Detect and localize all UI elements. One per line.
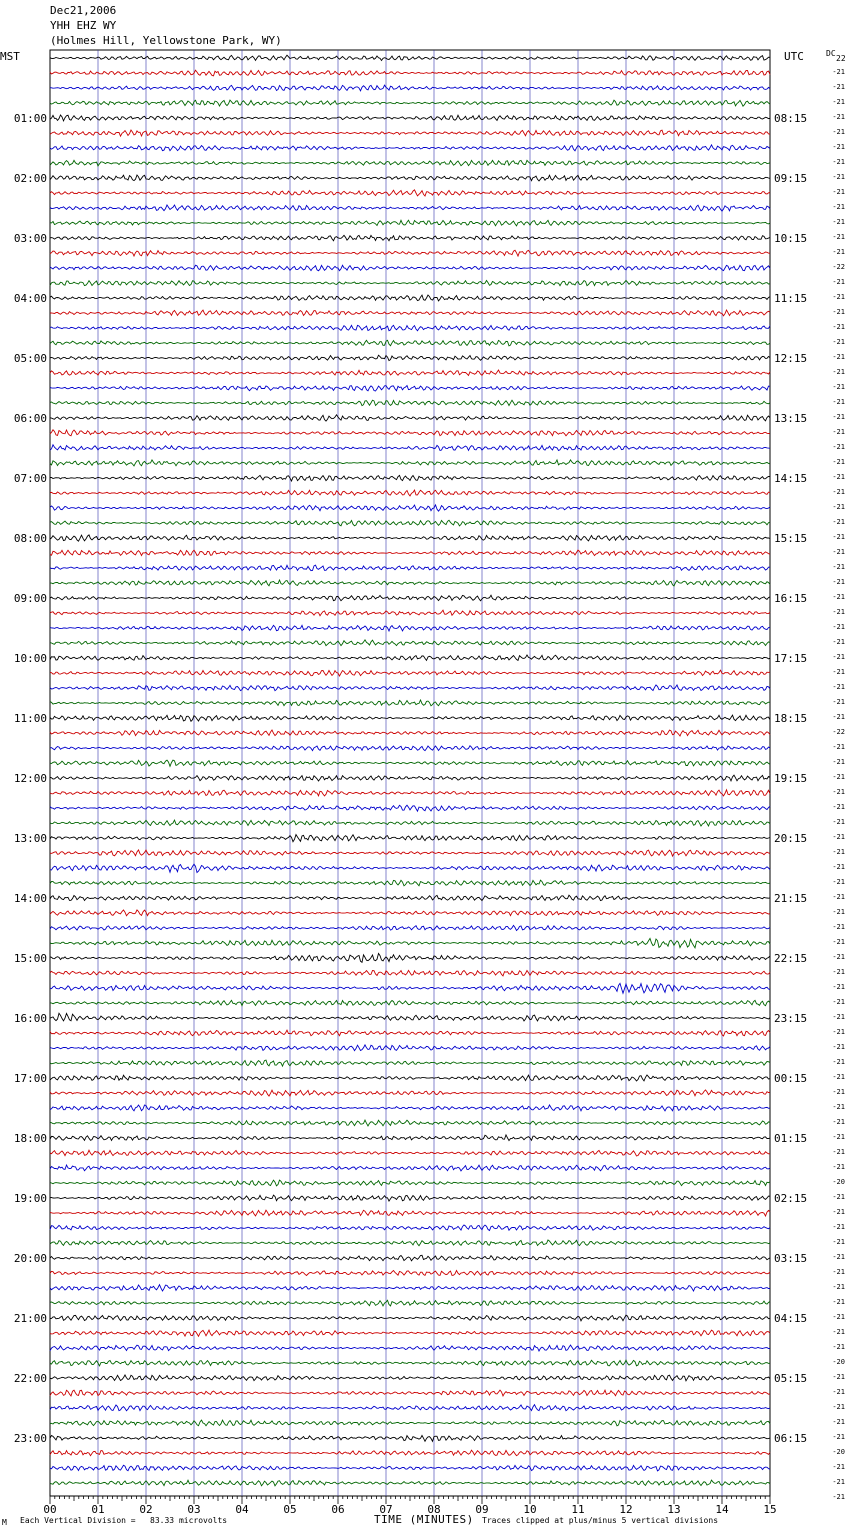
dc-offset-label: -21 [832, 1403, 845, 1411]
x-tick-label: 07 [379, 1503, 393, 1516]
dc-offset-label: -21 [832, 1493, 845, 1501]
trace-row [50, 670, 770, 676]
trace-row [50, 355, 770, 360]
dc-offset-label: -21 [832, 563, 845, 571]
trace-row [50, 1330, 770, 1336]
trace-row [50, 100, 770, 106]
trace-row [50, 370, 770, 375]
dc-offset-label: -21 [832, 1088, 845, 1096]
dc-offset-label: -21 [832, 1118, 845, 1126]
mst-hour-label: 10:00 [13, 652, 47, 665]
dc-offset-label: -21 [832, 113, 845, 121]
trace-row [50, 1480, 770, 1486]
x-tick-label: 15 [763, 1503, 777, 1516]
mst-hour-label: 19:00 [13, 1192, 47, 1205]
dc-offset-label: -21 [832, 548, 845, 556]
trace-row [50, 175, 770, 181]
trace-row [50, 490, 770, 496]
mst-hour-label: 01:00 [13, 112, 47, 125]
dc-offset-label: -21 [832, 1283, 845, 1291]
x-tick-label: 12 [619, 1503, 633, 1516]
dc-offset-label: -21 [832, 1013, 845, 1021]
dc-offset-label: -21 [832, 1373, 845, 1381]
dc-offset-label: -21 [832, 353, 845, 361]
utc-hour-label: 13:15 [774, 412, 808, 425]
x-tick-label: 09 [475, 1503, 489, 1516]
dc-offset-label: -21 [832, 623, 845, 631]
clip-note: Traces clipped at plus/minus 5 vertical divisions [482, 1516, 719, 1525]
x-tick-label: 05 [283, 1503, 297, 1516]
dc-offset-label: -21 [832, 683, 845, 691]
dc-offset-label: -21 [832, 158, 845, 166]
station-code: YHH EHZ WY [50, 19, 117, 32]
dc-offset-label: -20 [832, 1448, 845, 1456]
trace-row [50, 280, 770, 285]
dc-offset-label: -21 [832, 503, 845, 511]
dc-offset-label: -21 [832, 323, 845, 331]
dc-offset-label: -21 [832, 578, 845, 586]
dc-offset-label: -21 [832, 593, 845, 601]
utc-hour-label: 20:15 [774, 832, 808, 845]
plot-frame [50, 50, 770, 1496]
utc-hour-label: 08:15 [774, 112, 808, 125]
x-tick-label: 06 [331, 1503, 345, 1516]
plot-grid [50, 50, 770, 1496]
dc-offset-label: -21 [832, 1433, 845, 1441]
trace-row [50, 1090, 770, 1096]
utc-hour-label: 06:15 [774, 1432, 808, 1445]
trace-row [50, 970, 770, 976]
trace-row [50, 85, 770, 91]
trace-row [50, 535, 770, 541]
dc-offset-label: -21 [832, 758, 845, 766]
dc-offset-label: -21 [832, 1223, 845, 1231]
x-tick-label: 04 [235, 1503, 249, 1516]
dc-offset-label: -21 [832, 533, 845, 541]
trace-row [50, 925, 770, 930]
dc-offset-label: -22 [832, 728, 845, 736]
utc-hour-label: 18:15 [774, 712, 808, 725]
trace-row [50, 310, 770, 316]
mst-hour-label: 05:00 [13, 352, 47, 365]
dc-offset-label: -21 [832, 878, 845, 886]
dc-offset-label: -21 [832, 638, 845, 646]
dc-offset-label: -21 [832, 833, 845, 841]
trace-row [50, 445, 770, 451]
mst-hour-label: 17:00 [13, 1072, 47, 1085]
trace-row [50, 1300, 770, 1306]
dc-offset-label: -21 [832, 1208, 845, 1216]
dc-offset-label: -21 [832, 368, 845, 376]
trace-row [50, 820, 770, 826]
station-location: (Holmes Hill, Yellowstone Park, WY) [50, 34, 282, 47]
trace-row [50, 220, 770, 226]
dc-offset-label: -21 [832, 788, 845, 796]
utc-hour-label: 16:15 [774, 592, 808, 605]
dc-label: DC [826, 49, 836, 58]
trace-row [50, 1165, 770, 1171]
utc-hour-label: 02:15 [774, 1192, 808, 1205]
dc-offset-label: -21 [832, 413, 845, 421]
utc-hour-label: 19:15 [774, 772, 808, 785]
dc-offset-label: -21 [832, 458, 845, 466]
trace-row [50, 895, 770, 900]
dc-offset-label: -21 [832, 1298, 845, 1306]
utc-hour-label: 14:15 [774, 472, 808, 485]
dc-offset-label: -21 [832, 1028, 845, 1036]
dc-offset-label: -21 [832, 473, 845, 481]
utc-hour-label: 17:15 [774, 652, 808, 665]
trace-row [50, 610, 770, 616]
dc-offset-label: -21 [832, 773, 845, 781]
dc-offset-label: -21 [832, 143, 845, 151]
dc-offset-label: -21 [832, 1313, 845, 1321]
footer-mark: M [2, 1518, 7, 1527]
dc-offset-label: -21 [832, 938, 845, 946]
mst-hour-label: 21:00 [13, 1312, 47, 1325]
dc-offset-label: -21 [832, 818, 845, 826]
trace-row [50, 1120, 770, 1126]
mst-hour-label: 09:00 [13, 592, 47, 605]
trace-row [50, 775, 770, 781]
mst-hour-label: 18:00 [13, 1132, 47, 1145]
right-timezone-label: UTC [784, 50, 804, 63]
dc-offset-label: -21 [832, 998, 845, 1006]
trace-row [50, 1405, 770, 1411]
trace-row [50, 1360, 770, 1366]
mst-hour-label: 20:00 [13, 1252, 47, 1265]
utc-hour-label: 12:15 [774, 352, 808, 365]
utc-hour-label: 22:15 [774, 952, 808, 965]
trace-row [50, 1271, 770, 1276]
trace-row [50, 580, 770, 586]
dc-offset-label: -21 [832, 1238, 845, 1246]
dc-offset-label: -21 [832, 233, 845, 241]
dc-offset-label: -21 [832, 803, 845, 811]
trace-row [50, 205, 770, 211]
dc-offset-label: -21 [832, 1043, 845, 1051]
mst-hour-label: 06:00 [13, 412, 47, 425]
trace-row [50, 1060, 770, 1066]
dc-offset-label: -21 [832, 1073, 845, 1081]
dc-offset-label: -21 [832, 923, 845, 931]
trace-row [50, 70, 770, 76]
trace-row [50, 460, 770, 466]
trace-row [50, 415, 770, 421]
x-tick-label: 11 [571, 1503, 585, 1516]
trace-row [50, 1390, 770, 1396]
trace-row [50, 805, 770, 811]
trace-row [50, 520, 770, 526]
x-tick-label: 00 [43, 1503, 57, 1516]
trace-row [50, 1030, 770, 1036]
dc-offset-label: -21 [832, 488, 845, 496]
x-tick-label: 08 [427, 1503, 441, 1516]
utc-hour-label: 10:15 [774, 232, 808, 245]
dc-offset-label: -22 [832, 263, 845, 271]
dc-offset-label: -21 [832, 1418, 845, 1426]
trace-row [50, 1225, 770, 1231]
trace-row [50, 1013, 770, 1021]
trace-row [50, 1315, 770, 1321]
mst-hour-label: 15:00 [13, 952, 47, 965]
dc-offset-label: -21 [832, 428, 845, 436]
dc-offset-label: -21 [832, 293, 845, 301]
trace-row [50, 1075, 770, 1081]
utc-hour-label: 09:15 [774, 172, 808, 185]
dc-offset-label: -21 [832, 1193, 845, 1201]
dc-offset-label: -21 [832, 203, 845, 211]
trace-row [50, 115, 770, 121]
dc-offset-label: -21 [832, 1148, 845, 1156]
trace-row [50, 1345, 770, 1351]
dc-offset-label: -21 [832, 608, 845, 616]
dc-offset-label: -20 [832, 1178, 845, 1186]
trace-row [50, 1375, 770, 1381]
trace-row [50, 1450, 770, 1456]
dc-offset-label: -21 [832, 338, 845, 346]
trace-row [50, 265, 770, 271]
dc-first-value: 22 [836, 54, 846, 63]
trace-row [50, 655, 770, 660]
mst-hour-label: 08:00 [13, 532, 47, 545]
trace-row [50, 235, 770, 240]
x-tick-label: 10 [523, 1503, 537, 1516]
trace-row [50, 1150, 770, 1156]
trace-row [50, 1105, 770, 1111]
mst-hour-label: 14:00 [13, 892, 47, 905]
dc-offset-label: -21 [832, 1268, 845, 1276]
trace-row [50, 880, 770, 886]
dc-offset-label: -21 [832, 893, 845, 901]
trace-row [50, 850, 770, 856]
dc-offset-label: -21 [832, 98, 845, 106]
utc-hour-label: 23:15 [774, 1012, 808, 1025]
mst-hour-label: 12:00 [13, 772, 47, 785]
dc-offset-label: -21 [832, 653, 845, 661]
trace-row [50, 760, 770, 766]
trace-row [50, 746, 770, 751]
dc-offset-label: -21 [832, 698, 845, 706]
dc-offset-label: -21 [832, 443, 845, 451]
dc-offset-label: -21 [832, 1343, 845, 1351]
mst-hour-label: 04:00 [13, 292, 47, 305]
dc-offset-label: -21 [832, 248, 845, 256]
trace-row [50, 130, 770, 136]
dc-offset-label: -21 [832, 908, 845, 916]
utc-hour-label: 01:15 [774, 1132, 808, 1145]
x-tick-label: 01 [91, 1503, 105, 1516]
trace-row [50, 910, 770, 916]
dc-offset-label: -21 [832, 1463, 845, 1471]
trace-row [50, 1180, 770, 1186]
utc-hour-label: 15:15 [774, 532, 808, 545]
trace-row [50, 700, 770, 706]
utc-hour-label: 05:15 [774, 1372, 808, 1385]
x-tick-label: 14 [715, 1503, 729, 1516]
dc-offset-label: -21 [832, 668, 845, 676]
dc-offset-label: -21 [832, 968, 845, 976]
trace-row [50, 1465, 770, 1471]
trace-row [50, 1420, 770, 1426]
mst-hour-label: 02:00 [13, 172, 47, 185]
dc-offset-label: -21 [832, 188, 845, 196]
mst-hour-label: 13:00 [13, 832, 47, 845]
scale-note: Each Vertical Division = 83.33 microvolts [20, 1516, 228, 1525]
trace-row [50, 595, 770, 601]
trace-row [50, 953, 770, 962]
trace-row [50, 475, 770, 481]
trace-row [50, 1045, 770, 1051]
dc-offset-label: -21 [832, 1478, 845, 1486]
trace-row [50, 938, 770, 947]
dc-offset-label: -21 [832, 1103, 845, 1111]
trace-row [50, 190, 770, 196]
trace-row [50, 1285, 770, 1291]
dc-offset-label: -21 [832, 173, 845, 181]
trace-row [50, 1135, 770, 1141]
mst-hour-label: 07:00 [13, 472, 47, 485]
dc-offset-label: -20 [832, 1358, 845, 1366]
dc-offset-label: -21 [832, 1058, 845, 1066]
left-timezone-label: MST [0, 50, 20, 63]
trace-layer [50, 55, 770, 1486]
dc-offset-label: -21 [832, 68, 845, 76]
dc-offset-label: -21 [832, 278, 845, 286]
x-tick-label: 02 [139, 1503, 153, 1516]
trace-row [50, 790, 770, 796]
utc-hour-label: 00:15 [774, 1072, 808, 1085]
trace-row [50, 430, 770, 436]
trace-row [50, 1195, 770, 1201]
dc-offset-label: -21 [832, 863, 845, 871]
trace-row [50, 55, 770, 60]
trace-row [50, 1255, 770, 1261]
trace-row [50, 1240, 770, 1246]
mst-hour-label: 11:00 [13, 712, 47, 725]
dc-offset-label: -21 [832, 1163, 845, 1171]
trace-row [50, 835, 770, 842]
dc-offset-label: -21 [832, 1328, 845, 1336]
trace-row [50, 295, 770, 301]
x-tick-label: 13 [667, 1503, 681, 1516]
trace-row [50, 340, 770, 346]
trace-row [50, 400, 770, 405]
mst-hour-label: 16:00 [13, 1012, 47, 1025]
trace-row [50, 505, 770, 511]
dc-offset-label: -21 [832, 518, 845, 526]
trace-row [50, 565, 770, 571]
mst-hour-label: 22:00 [13, 1372, 47, 1385]
trace-row [50, 1210, 770, 1216]
trace-row [50, 250, 770, 256]
trace-row [50, 1436, 770, 1442]
dc-offset-label: -21 [832, 983, 845, 991]
x-axis-title: TIME (MINUTES) [374, 1513, 474, 1526]
trace-row [50, 625, 770, 631]
dc-offset-label: -21 [832, 1388, 845, 1396]
chart-date: Dec21,2006 [50, 4, 117, 17]
dc-offset-label: -21 [832, 1133, 845, 1141]
trace-row [50, 983, 770, 993]
trace-row [50, 145, 770, 151]
dc-offset-label: -21 [832, 743, 845, 751]
trace-row [50, 386, 770, 391]
trace-row [50, 715, 770, 721]
dc-offset-label: -21 [832, 1253, 845, 1261]
mst-hour-label: 23:00 [13, 1432, 47, 1445]
mst-hour-label: 03:00 [13, 232, 47, 245]
utc-hour-label: 04:15 [774, 1312, 808, 1325]
utc-hour-label: 11:15 [774, 292, 808, 305]
dc-offset-label: -21 [832, 848, 845, 856]
trace-row [50, 1000, 770, 1005]
trace-row [50, 864, 770, 872]
dc-offset-label: -21 [832, 383, 845, 391]
trace-row [50, 730, 770, 736]
dc-offset-label: -21 [832, 83, 845, 91]
dc-offset-label: -21 [832, 308, 845, 316]
dc-offset-label: -21 [832, 398, 845, 406]
trace-row [50, 160, 770, 166]
dc-offset-label: -21 [832, 953, 845, 961]
utc-hour-label: 03:15 [774, 1252, 808, 1265]
trace-row [50, 640, 770, 646]
trace-row [50, 550, 770, 555]
dc-offset-label: -21 [832, 128, 845, 136]
dc-offset-label: -21 [832, 218, 845, 226]
utc-hour-label: 21:15 [774, 892, 808, 905]
trace-row [50, 685, 770, 691]
dc-offset-label: -21 [832, 713, 845, 721]
trace-row [50, 325, 770, 330]
x-tick-label: 03 [187, 1503, 201, 1516]
